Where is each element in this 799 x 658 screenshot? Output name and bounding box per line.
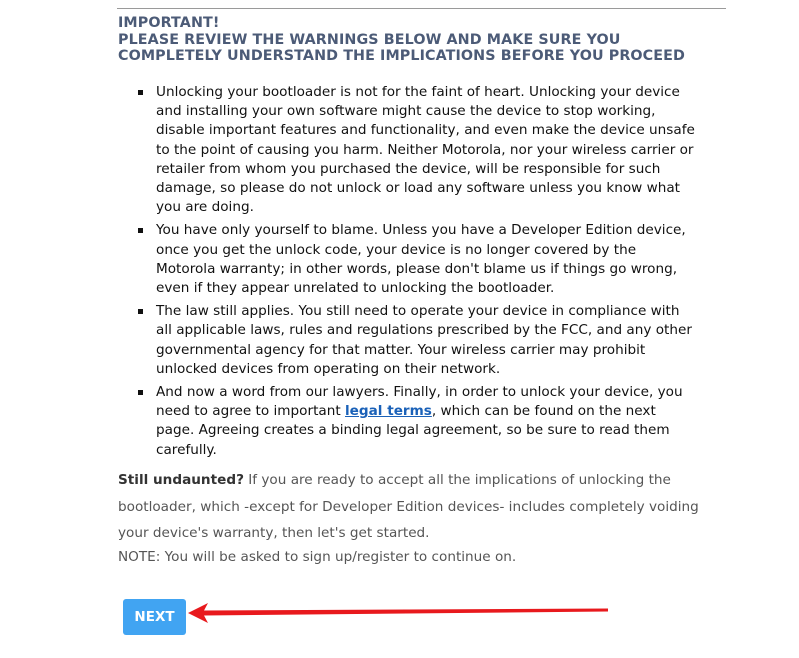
register-note: NOTE: You will be asked to sign up/register to continue on. [118,549,517,565]
heading-line-understand: COMPLETELY UNDERSTAND THE IMPLICATIONS BEFORE YOU PROCEED [118,48,685,64]
important-heading [118,15,718,65]
top-divider [117,8,726,9]
warning-text: Unlocking your bootloader is not for the faint of heart. Unlocking your device and installing your own software might cause the device to stop working, disable important features and functionality, and even make the device unsafe to the point of causing you harm. Neither Motorola, nor your wireless carrier or retailer from whom you purchased the device, will be responsible for such damage, so please do not unlock or load any software unless you know what you are doing. [156,84,695,216]
bullet-icon [138,309,143,314]
warning-text: You have only yourself to blame. Unless you have a Developer Edition device, once you get the unlock code, your device is no longer covered by the Motorola warranty; in other words, please don't blame us if things go wrong, even if they appear unrelated to unlocking the bootloader. [156,222,686,297]
warnings-list [138,83,698,464]
undaunted-text: If you are ready to accept all the implications of unlocking the bootloader, which -except for Developer Edition devices- includes completely voiding your device's warranty, then let's get started. [118,472,699,541]
red-arrow-annotation [186,600,612,626]
warning-text-before-link: And now a word from our lawyers. Finally, in order to unlock your device, you need to agree to important [156,384,683,420]
heading-line-review: PLEASE REVIEW THE WARNINGS BELOW AND MAKE SURE YOU [118,31,621,48]
legal-terms-link[interactable]: legal terms [345,403,432,420]
warning-item [138,221,698,298]
heading-line-important: IMPORTANT! [118,15,220,31]
undaunted-lead: Still undaunted? [118,472,244,488]
bullet-icon [138,228,143,233]
next-button[interactable]: NEXT [123,599,186,635]
undaunted-paragraph [118,467,728,547]
warning-item [138,383,698,460]
arrow-icon [188,603,608,623]
warning-text: The law still applies. You still need to operate your device in compliance with all applicable laws, rules and regulations prescribed by the FCC, and any other governmental agency for that matter. Your wireless carrier may prohibit unlocked devices from operating on their network. [156,303,692,377]
warning-item [138,302,698,379]
bullet-icon [138,90,143,95]
warning-text-after-link: , which can be found on the next page. Agreeing creates a binding legal agreement, so be sure to read them carefully. [156,403,670,458]
bullet-icon [138,390,143,395]
warning-item [138,83,698,217]
